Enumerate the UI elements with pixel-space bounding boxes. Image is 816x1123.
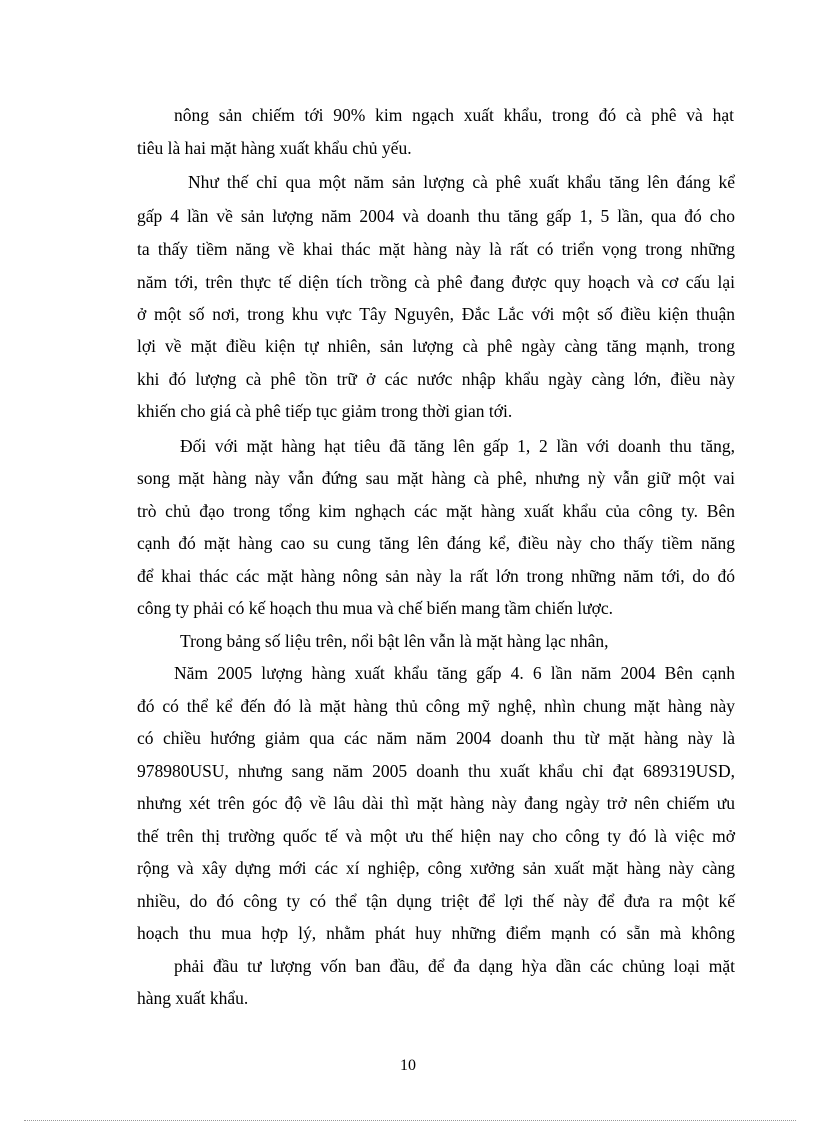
text-line: đó có thể kể đến đó là mặt hàng thủ công mỹ nghệ, nhìn chung mặt hàng này: [137, 696, 735, 716]
text-line: khiến cho giá cà phê tiếp tục giảm trong thời gian tới.: [137, 401, 513, 421]
text-line: năm tới, trên thực tế diện tích trồng cà phê đang được quy hoạch và cơ cấu lại: [137, 272, 735, 292]
text-line: nhiều, do đó công ty có thể tận dụng triệt để lợi thế này để đưa ra một kế: [137, 891, 735, 911]
text-line: lợi về mặt điều kiện tự nhiên, sản lượng cà phê ngày càng tăng mạnh, trong: [137, 336, 735, 356]
page-number: 10: [400, 1057, 416, 1074]
text-line: nhưng xét trên góc độ về lâu dài thì mặt hàng này đang ngày trở nên chiếm ưu: [137, 793, 735, 813]
text-line: cạnh đó mặt hàng cao su cung tăng lên đáng kể, điều này cho thấy tiềm năng: [137, 533, 735, 553]
text-line: trò chủ đạo trong tổng kim nghạch các mặt hàng xuất khẩu của công ty. Bên: [137, 501, 735, 521]
text-line: Trong bảng số liệu trên, nổi bật lên vẫn là mặt hàng lạc nhân,: [180, 631, 609, 651]
text-line: nông sản chiếm tới 90% kim ngạch xuất khẩu, trong đó cà phê và hạt: [174, 105, 734, 125]
text-line: 978980USU, nhưng sang năm 2005 doanh thu xuất khẩu chỉ đạt 689319USD,: [137, 761, 735, 781]
page-bottom-divider: [24, 1120, 796, 1121]
text-line: rộng và xây dựng mới các xí nghiệp, công xưởng sản xuất mặt hàng này càng: [137, 858, 735, 878]
text-line: hoạch thu mua hợp lý, nhằm phát huy những điểm mạnh có sẵn mà không: [137, 923, 735, 943]
text-line: song mặt hàng này vẫn đứng sau mặt hàng cà phê, nhưng nỳ vẫn giữ một vai: [137, 468, 735, 488]
text-line: công ty phải có kế hoạch thu mua và chế biến mang tầm chiến lược.: [137, 598, 614, 618]
text-line: phải đầu tư lượng vốn ban đầu, để đa dạng hỳa dần các chủng loại mặt: [174, 956, 735, 976]
text-line: ở một số nơi, trong khu vực Tây Nguyên, Đắc Lắc với một số điều kiện thuận: [137, 304, 735, 324]
text-line: tiêu là hai mặt hàng xuất khẩu chủ yếu.: [137, 138, 412, 158]
text-line: hàng xuất khẩu.: [137, 988, 249, 1008]
text-line: gấp 4 lần về sản lượng năm 2004 và doanh thu tăng gấp 1, 5 lần, qua đó cho: [137, 206, 735, 226]
text-line: để khai thác các mặt hàng nông sản này la rất lớn trong những năm tới, do đó: [137, 566, 735, 586]
text-line: Như thế chỉ qua một năm sản lượng cà phê xuất khẩu tăng lên đáng kể: [188, 172, 735, 192]
text-line: thế trên thị trường quốc tế và một ưu thế hiện nay cho công ty đó là việc mở: [137, 826, 735, 846]
text-line: Năm 2005 lượng hàng xuất khẩu tăng gấp 4. 6 lần năm 2004 Bên cạnh: [174, 663, 735, 683]
text-line: có chiều hướng giảm qua các năm năm 2004 doanh thu từ mặt hàng này là: [137, 728, 735, 748]
text-line: Đối với mặt hàng hạt tiêu đã tăng lên gấp 1, 2 lần với doanh thu tăng,: [180, 436, 735, 456]
text-line: ta thấy tiềm năng về khai thác mặt hàng này là rất có triển vọng trong những: [137, 239, 735, 259]
text-line: khi đó lượng cà phê tồn trữ ở các nước nhập khẩu ngày càng lớn, điều này: [137, 369, 735, 389]
